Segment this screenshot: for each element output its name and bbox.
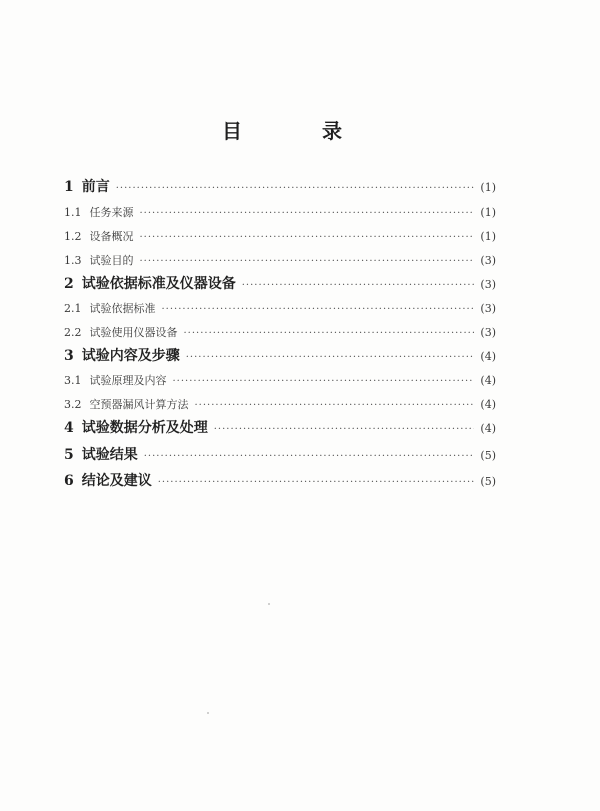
toc-entry-5 [64, 445, 496, 465]
dot-leader [162, 301, 475, 319]
toc-entry-3 [64, 346, 496, 366]
toc-entry-page: (1) [480, 181, 496, 194]
toc-entry-number: 1.3 [64, 254, 82, 267]
dot-leader [186, 348, 475, 368]
scan-speck [207, 712, 209, 714]
toc-entry-page: (4) [480, 398, 496, 411]
toc-entry-label: 试验依据标准及仪器设备 [81, 276, 236, 292]
toc-entry-number: 1.2 [64, 230, 82, 243]
toc-entry-1 [64, 177, 496, 197]
toc-entry-label: 任务来源 [89, 206, 134, 219]
toc-entry-label: 试验数据分析及处理 [81, 420, 208, 436]
title-char-2: 录 [322, 119, 342, 143]
toc-entry-number: 3.1 [64, 374, 82, 387]
toc-entry-label: 试验结果 [81, 447, 138, 463]
toc-entry-2-2 [64, 324, 496, 342]
dot-leader [140, 229, 475, 247]
toc-entry-number: 1 [64, 179, 74, 195]
toc-entry-label: 试验目的 [89, 254, 134, 267]
dot-leader [214, 420, 475, 440]
toc-entry-number: 2.1 [64, 302, 82, 315]
toc-entry-label: 前言 [81, 179, 110, 195]
toc-entry-number: 3 [64, 348, 74, 364]
toc-title [0, 116, 600, 146]
toc-entry-number: 1.1 [64, 206, 82, 219]
dot-leader [140, 253, 475, 271]
dot-leader [173, 373, 475, 391]
toc-entry-page: (1) [480, 206, 496, 219]
scan-speck [268, 603, 270, 605]
toc-entry-page: (3) [480, 302, 496, 315]
title-char-1: 目 [222, 119, 242, 143]
toc-entry-2 [64, 274, 496, 294]
dot-leader [144, 447, 475, 467]
toc-entry-page: (3) [480, 254, 496, 267]
toc-entry-4 [64, 418, 496, 438]
toc-entry-number: 3.2 [64, 398, 82, 411]
toc-entry-3-2 [64, 396, 496, 414]
dot-leader [140, 205, 475, 223]
toc-entry-page: (3) [480, 326, 496, 339]
toc-entry-label: 试验内容及步骤 [81, 348, 180, 364]
toc-entry-label: 空预器漏风计算方法 [89, 398, 189, 411]
toc-entry-1-3 [64, 252, 496, 270]
toc-entry-3-1 [64, 372, 496, 390]
toc-entry-label: 试验依据标准 [89, 302, 156, 315]
toc-entry-label: 结论及建议 [81, 473, 152, 489]
toc-entry-number: 4 [64, 420, 74, 436]
toc-entry-label: 设备概况 [89, 230, 134, 243]
toc-entry-6 [64, 471, 496, 491]
toc-entry-number: 5 [64, 447, 74, 463]
dot-leader [116, 179, 475, 199]
toc-entry-label: 试验使用仪器设备 [89, 326, 178, 339]
toc-entry-2-1 [64, 300, 496, 318]
toc-entry-page: (5) [480, 449, 496, 462]
toc-entry-page: (5) [480, 475, 496, 488]
dot-leader [184, 325, 475, 343]
toc-entry-page: (4) [480, 422, 496, 435]
dot-leader [158, 473, 475, 493]
toc-entry-label: 试验原理及内容 [89, 374, 167, 387]
toc-entry-page: (4) [480, 350, 496, 363]
toc-entry-page: (1) [480, 230, 496, 243]
toc-entry-1-2 [64, 228, 496, 246]
dot-leader [242, 276, 475, 296]
toc-entry-page: (4) [480, 374, 496, 387]
toc-entry-number: 2 [64, 276, 74, 292]
toc-entry-1-1 [64, 204, 496, 222]
toc-entry-page: (3) [480, 278, 496, 291]
toc-entry-number: 2.2 [64, 326, 82, 339]
toc-entry-number: 6 [64, 473, 74, 489]
dot-leader [195, 397, 475, 415]
